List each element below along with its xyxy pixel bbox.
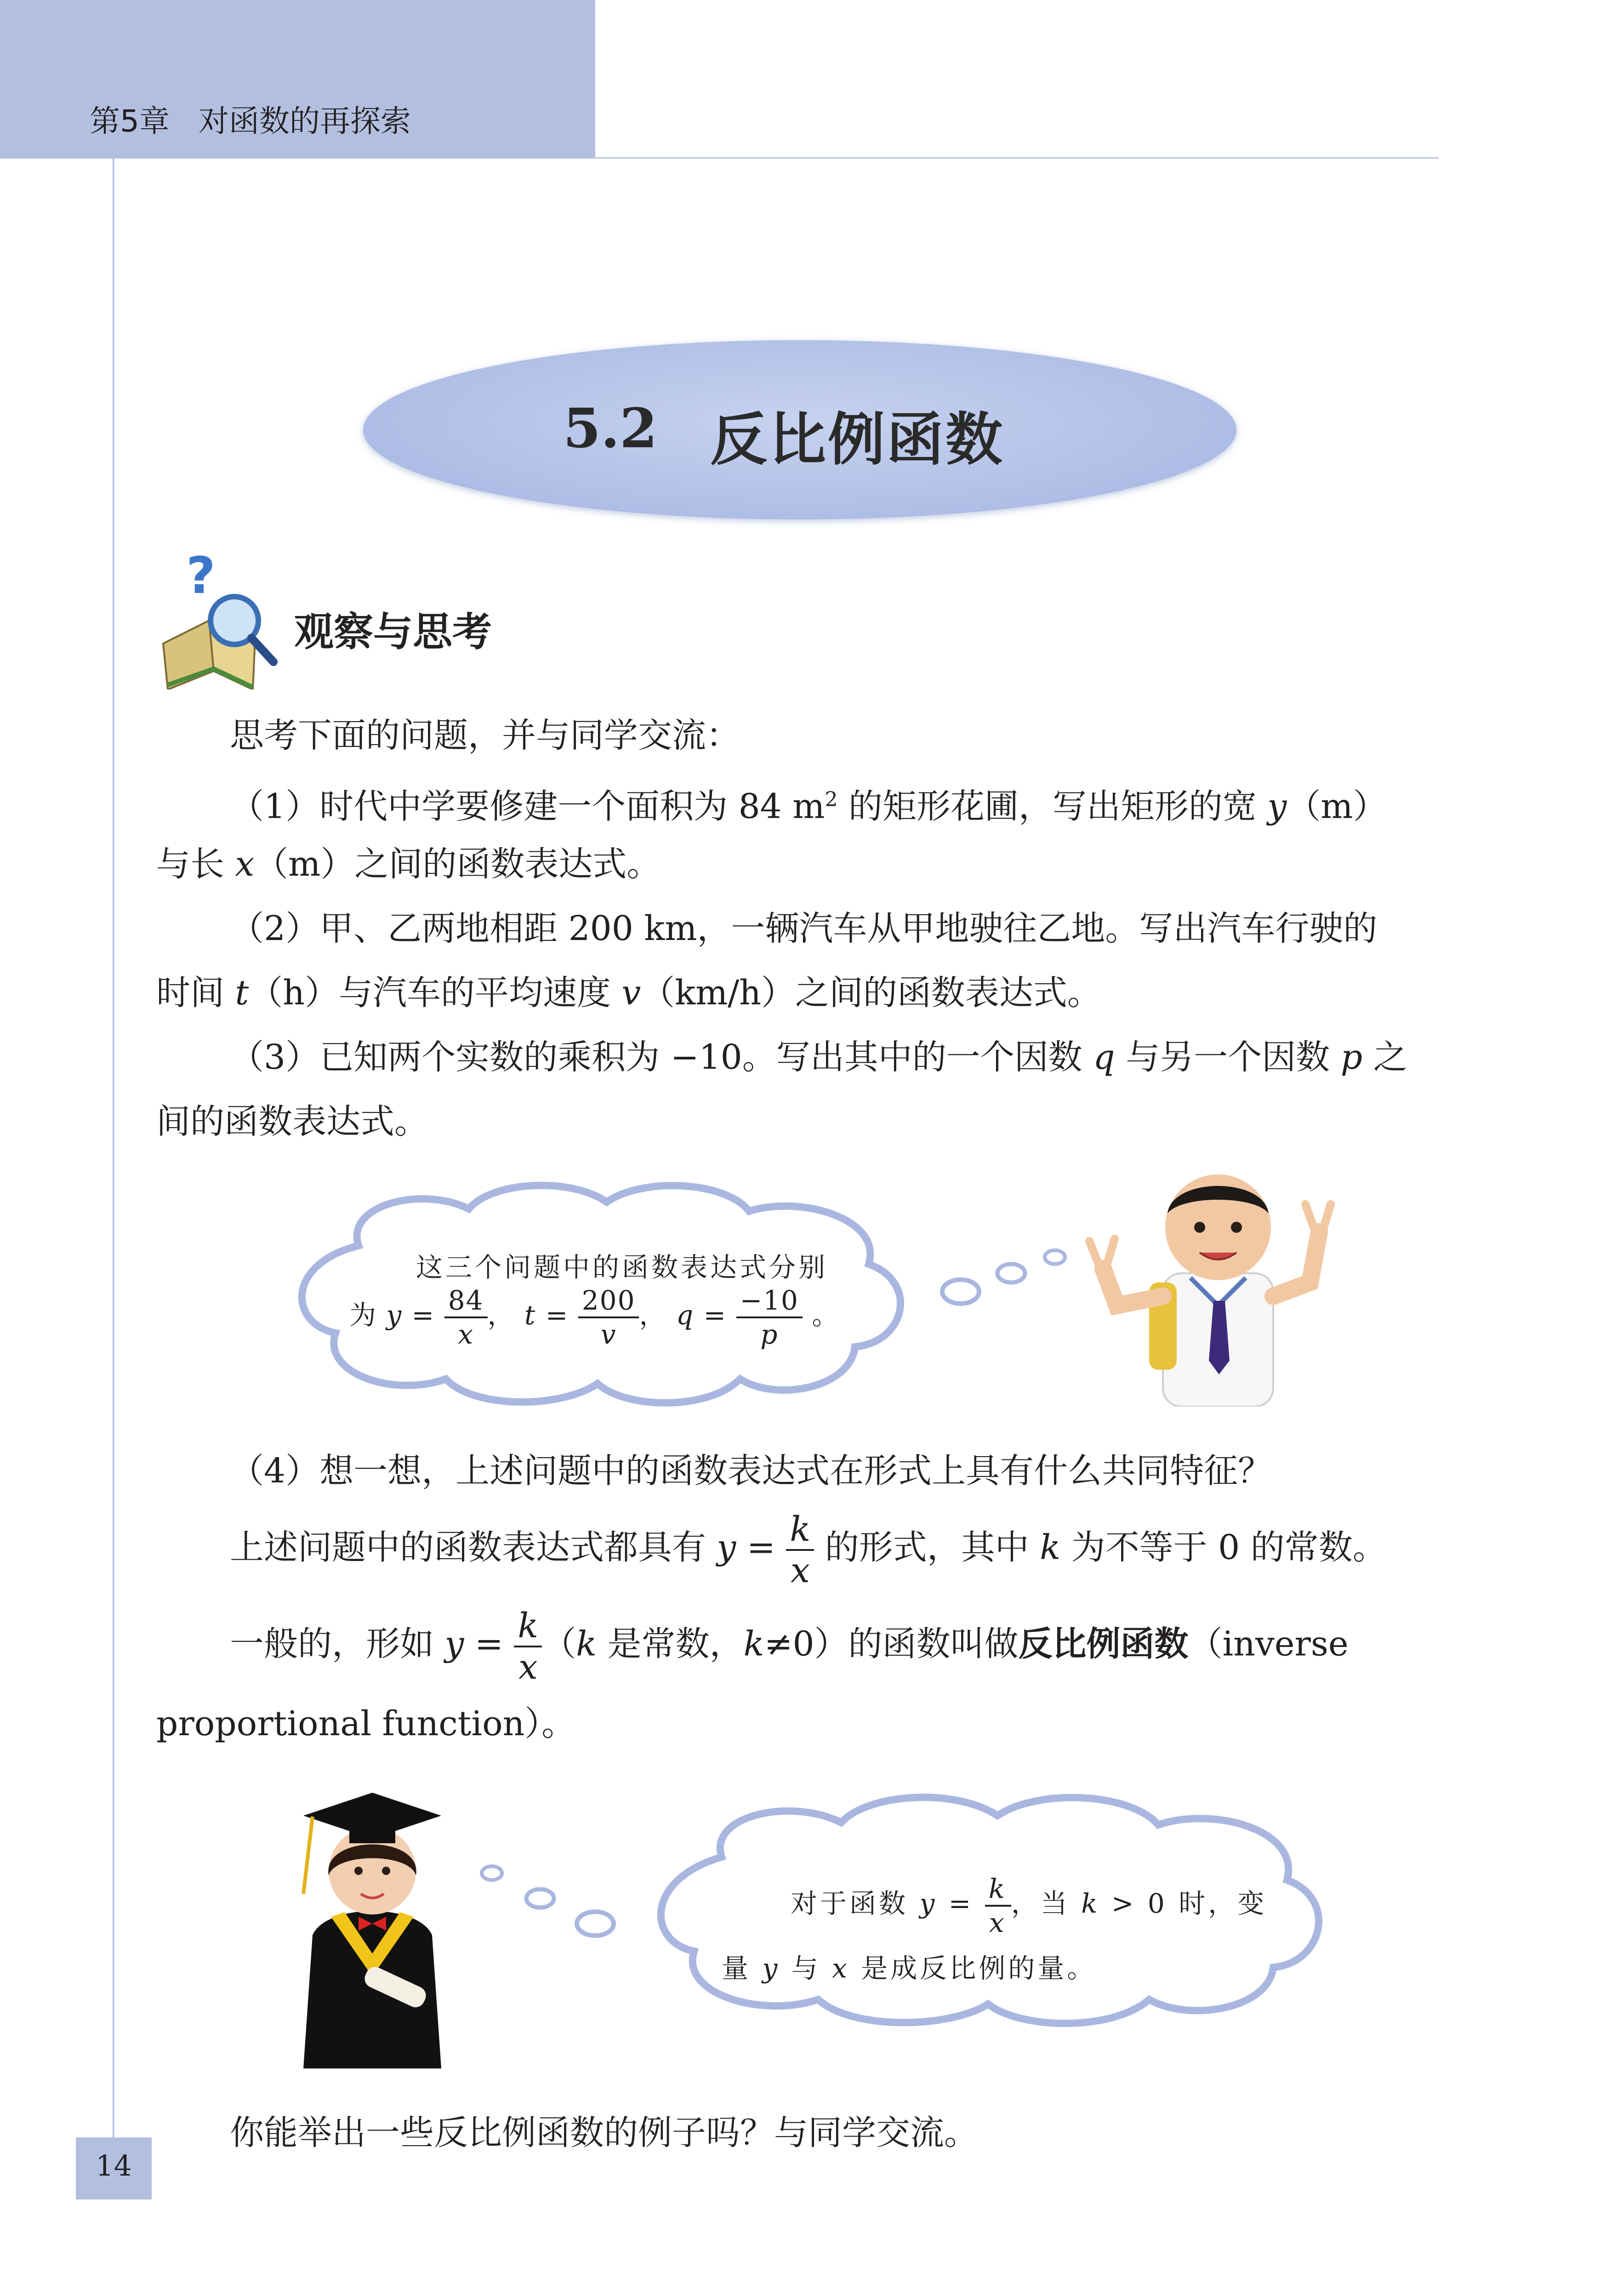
q3-text-a: （3）已知两个实数的乘积为 −10。写出其中的一个因数 — [230, 1037, 1093, 1077]
cloud1-f3-num: −10 — [736, 1287, 803, 1318]
definition-text-c: 是常数， — [597, 1624, 744, 1664]
cloud2-eq: = — [937, 1888, 985, 1920]
q3-text-b: 与另一个因数 — [1115, 1037, 1341, 1077]
cloud1-f1-num: 84 — [444, 1287, 488, 1318]
question-4: （4）想一想，上述问题中的函数表达式在形式上具有什么共同特征？ — [230, 1451, 1272, 1491]
section-title: 反比例函数 — [710, 407, 1005, 473]
cloud1-end: 。 — [802, 1299, 840, 1331]
q1-text-a: （1）时代中学要修建一个面积为 84 m — [230, 786, 825, 826]
q3-var-p: p — [1340, 1037, 1363, 1077]
question-2-line-2 — [156, 961, 1101, 1025]
cloud2-line2-c: 是成反比例的量。 — [849, 1953, 1097, 1984]
cloud2-var-y2: y — [762, 1953, 780, 1984]
closing-question: 你能举出一些反比例函数的例子吗？与同学交流。 — [230, 2113, 978, 2153]
cloud2-frac-den: x — [989, 1907, 1007, 1938]
cloud2-var-k: k — [1081, 1888, 1100, 1920]
question-2-line-1: （2）甲、乙两地相距 200 km，一辆汽车从甲地驶往乙地。写出汽车行驶的 — [230, 909, 1378, 948]
answer-text-c: 为不等于 0 的常数。 — [1060, 1527, 1387, 1567]
cloud1-sep-1: ， — [487, 1299, 515, 1331]
q2-text-c: （h）与汽车的平均速度 — [249, 973, 622, 1013]
definition-text-e: （inverse — [1188, 1624, 1349, 1664]
cloud1-f2-num: 200 — [578, 1287, 639, 1318]
definition-line-1 — [230, 1606, 1349, 1687]
answer-text — [230, 1512, 1387, 1588]
book-magnifier-icon — [154, 552, 278, 689]
cloud1-f3-den: p — [760, 1319, 779, 1350]
cloud1-var-y: y — [386, 1299, 403, 1331]
margin-rule — [113, 159, 114, 2199]
definition-frac-den: x — [518, 1647, 538, 1687]
q1-text-b: 的矩形花圃，写出矩形的宽 — [837, 786, 1268, 826]
q3-var-q: q — [1093, 1037, 1115, 1077]
q1-text-c: （m） — [1287, 786, 1387, 826]
cloud1-fraction-2 — [578, 1287, 639, 1348]
cloud1-eq-3: = — [694, 1299, 736, 1331]
answer-text-b: 的形式，其中 — [814, 1527, 1040, 1567]
question-3-line-2: 间的函数表达式。 — [156, 1102, 428, 1141]
cloud2-line-1 — [791, 1875, 1267, 1936]
definition-text-a: 一般的，形如 — [230, 1624, 445, 1664]
observe-heading: 观察与思考 — [294, 609, 492, 655]
q1-var-x: x — [235, 844, 255, 884]
answer-var-y: y — [717, 1527, 736, 1567]
cloud2-text-c: > 0 时，变 — [1100, 1888, 1267, 1920]
cloud1-line-1: 这三个问题中的函数表达式分别 — [416, 1252, 828, 1283]
cloud2-line2-a: 量 — [722, 1953, 763, 1984]
chapter-title: 对函数的再探索 — [198, 103, 411, 139]
answer-frac-den: x — [790, 1551, 810, 1590]
answer-frac-num: k — [786, 1512, 814, 1551]
definition-var-k2: k — [743, 1624, 764, 1664]
chapter-header-title — [90, 97, 411, 140]
cloud2-frac-num: k — [985, 1875, 1011, 1907]
cloud1-line-2 — [349, 1287, 839, 1348]
q2-var-t: t — [235, 973, 249, 1013]
cloud2-text-a: 对于函数 — [791, 1888, 920, 1920]
chapter-number: 第5章 — [90, 103, 170, 139]
graduate-girl-illustration — [285, 1783, 460, 2068]
thought-bubbles-1 — [933, 1232, 1080, 1315]
definition-line-2: proportional function）。 — [156, 1704, 576, 1743]
question-3-line-1 — [230, 1025, 1407, 1089]
question-1-line-2 — [156, 832, 661, 896]
thought-bubbles-2 — [464, 1857, 630, 1944]
q3-text-c: 之 — [1362, 1037, 1407, 1077]
cloud1-var-q: q — [676, 1299, 695, 1331]
page-number: 14 — [96, 2149, 132, 2182]
cloud2-text-b: ，当 — [1011, 1888, 1082, 1920]
answer-eq: = — [736, 1527, 786, 1567]
q2-text-d: （km/h）之间的函数表达式。 — [641, 973, 1101, 1013]
cloud2-var-x2: x — [832, 1953, 850, 1984]
cloud1-eq-1: = — [402, 1299, 444, 1331]
q2-var-v: v — [621, 973, 641, 1013]
cloud1-sep-2: ， — [639, 1299, 667, 1331]
definition-var-k1: k — [576, 1624, 597, 1664]
answer-text-a: 上述问题中的函数表达式都具有 — [230, 1527, 717, 1567]
cloud1-var-t: t — [524, 1299, 536, 1331]
cloud2-line-2 — [722, 1947, 1096, 1985]
q1-text-d: 与长 — [156, 844, 235, 884]
q1-var-y: y — [1267, 786, 1287, 826]
cloud2-fraction — [985, 1875, 1011, 1936]
q1-superscript: 2 — [825, 788, 838, 811]
cloud1-f1-den: x — [458, 1319, 474, 1350]
svg-text:?: ? — [186, 552, 216, 605]
section-number: 5.2 — [563, 396, 658, 460]
boy-illustration — [1071, 1168, 1356, 1407]
header-rule — [595, 157, 1439, 159]
q1-text-e: （m）之间的函数表达式。 — [254, 844, 661, 884]
definition-fraction — [514, 1606, 542, 1687]
cloud1-fraction-1 — [444, 1287, 488, 1348]
definition-eq: = — [464, 1624, 514, 1664]
definition-text-b: （ — [542, 1624, 576, 1664]
answer-var-k: k — [1040, 1527, 1061, 1567]
intro-text: 思考下面的问题，并与同学交流： — [230, 716, 740, 755]
question-1-line-1 — [230, 768, 1387, 839]
cloud1-prefix: 为 — [349, 1299, 387, 1331]
definition-term: 反比例函数 — [1018, 1624, 1189, 1664]
cloud2-var-y: y — [919, 1888, 938, 1920]
cloud2-line2-b: 与 — [780, 1953, 832, 1984]
definition-var-y: y — [444, 1624, 464, 1664]
cloud1-fraction-3 — [736, 1287, 803, 1348]
q2-text-b: 时间 — [156, 973, 235, 1013]
definition-text-d: ≠0）的函数叫做 — [764, 1624, 1019, 1664]
answer-fraction — [786, 1512, 814, 1588]
cloud1-eq-2: = — [536, 1299, 578, 1331]
definition-frac-num: k — [514, 1609, 542, 1647]
cloud1-f2-den: v — [600, 1319, 617, 1350]
